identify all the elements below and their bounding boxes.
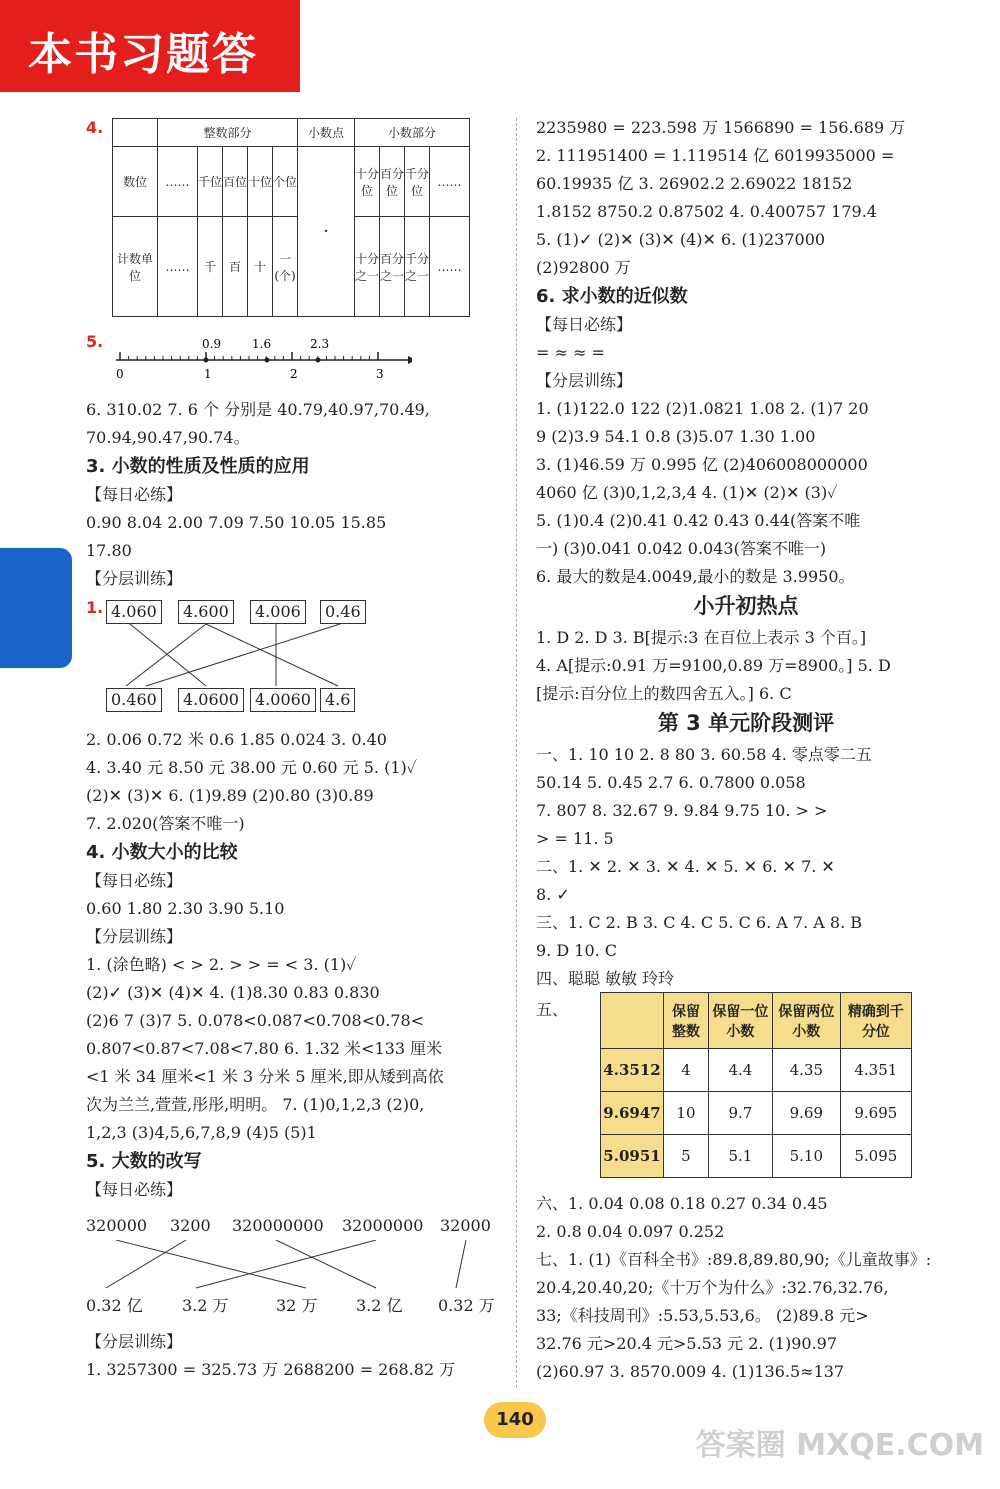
text-line: 20.4,20.40,20;《十万个为什么》:32.76,32.76, <box>536 1278 889 1297</box>
five-label: 五、 <box>536 1000 569 1019</box>
table-cell: 5.095 <box>840 1135 911 1178</box>
table-cell: 4.4 <box>708 1049 772 1092</box>
dots-cell: …… <box>158 147 198 217</box>
text-line: 8. ✓ <box>536 885 570 904</box>
text-line: 一、1. 10 10 2. 8 80 3. 60.58 4. 零点零二五 <box>536 745 872 764</box>
match2-word: 3.2 万 <box>182 1296 229 1315</box>
text-line: 四、聪聪 敏敏 玲玲 <box>536 969 675 988</box>
layer-label: 【分层训练】 <box>536 371 633 390</box>
match-box: 4.6 <box>320 688 355 712</box>
unit-cell: 百 <box>223 217 248 317</box>
text-line: > = 11. 5 <box>536 829 614 848</box>
match-box: 4.0060 <box>250 688 316 712</box>
match2-word: 32 万 <box>276 1296 318 1315</box>
table-cell: 5.1 <box>708 1135 772 1178</box>
table-header: 保留一位小数 <box>708 993 772 1049</box>
digit-cell: 百位 <box>223 147 248 217</box>
dots-cell: …… <box>430 147 470 217</box>
tick-label: 3 <box>376 367 384 381</box>
text-line: 六、1. 0.04 0.08 0.18 0.27 0.34 0.45 <box>536 1194 828 1213</box>
text-line: 0.60 1.80 2.30 3.90 5.10 <box>86 899 285 918</box>
table-cell: 5 <box>664 1135 709 1178</box>
text-line: 1. 3257300 = 325.73 万 2688200 = 268.82 万 <box>86 1360 456 1379</box>
q4-label: 4. <box>86 118 104 137</box>
text-line: 1,2,3 (3)4,5,6,7,8,9 (4)5 (5)1 <box>86 1123 317 1142</box>
match-box: 4.600 <box>178 600 234 624</box>
match1-number: 1. <box>86 598 104 617</box>
match2-word: 320000000 <box>232 1216 324 1235</box>
text-line: 4. A[提示:0.91 万=9100,0.89 万=8900。] 5. D <box>536 656 891 675</box>
match-box: 0.460 <box>106 688 162 712</box>
watermark: 答案圈 MXQE.COM <box>695 1428 984 1463</box>
text-line: 5. (1)0.4 (2)0.41 0.42 0.43 0.44(答案不唯 <box>536 511 861 530</box>
text-line: 60.19935 亿 3. 26902.2 2.69022 18152 <box>536 174 853 193</box>
text-line: 2. 111951400 = 1.119514 亿 6019935000 = <box>536 146 895 165</box>
text-line: 6. 最大的数是4.0049,最小的数是 3.9950。 <box>536 567 855 586</box>
side-tab <box>0 548 72 668</box>
text-line: (2)60.97 3. 8570.009 4. (1)136.5≈137 <box>536 1362 845 1381</box>
layer-label: 【分层训练】 <box>86 927 183 946</box>
text-line: (2)6 7 (3)7 5. 0.078<0.087<0.708<0.78< <box>86 1011 425 1030</box>
layer-label: 【分层训练】 <box>86 1332 183 1351</box>
text-line: 1. (涂色略) < > 2. > > = < 3. (1)✓ <box>86 955 357 974</box>
match2-word: 3.2 亿 <box>356 1296 403 1315</box>
text-line: 3. (1)46.59 万 0.995 亿 (2)406008000000 <box>536 455 868 474</box>
text-line: 6. 310.02 7. 6 个 分别是 40.79,40.97,70.49, <box>86 400 430 419</box>
text-line: 33;《科技周刊》:5.53,5.53,6。 (2)89.8 元> <box>536 1306 869 1325</box>
rounding-table <box>600 992 912 1178</box>
table-cell: 4.35 <box>772 1049 840 1092</box>
table-header: 保留整数 <box>664 993 709 1049</box>
match2-lines <box>86 1240 506 1292</box>
unit-cell: 一(个) <box>273 217 298 317</box>
text-line: (2)92800 万 <box>536 258 631 277</box>
dec-unit-cell: 千分之一 <box>405 217 430 317</box>
table-cell: 10 <box>664 1092 709 1135</box>
text-line: <1 米 34 厘米<1 米 3 分米 5 厘米,即从矮到高依 <box>86 1067 444 1086</box>
table-cell: 5.0951 <box>601 1135 664 1178</box>
hot-title: 小升初热点 <box>693 594 799 618</box>
dec-digit-cell: 十分位 <box>355 147 380 217</box>
row-digit-label: 数位 <box>113 147 158 217</box>
text-line: 0.90 8.04 2.00 7.09 7.50 10.05 15.85 <box>86 513 387 532</box>
point-header: 小数点 <box>298 119 355 147</box>
text-line: 次为兰兰,萱萱,彤彤,明明。 7. (1)0,1,2,3 (2)0, <box>86 1095 425 1114</box>
table-cell: 9.6947 <box>601 1092 664 1135</box>
section-title: 4. 小数大小的比较 <box>86 842 238 863</box>
place-value-table <box>112 118 470 317</box>
dec-part-header: 小数部分 <box>355 119 470 147</box>
match2-word: 0.32 亿 <box>86 1296 143 1315</box>
digit-cell: 千位 <box>198 147 223 217</box>
mark-label: 0.9 <box>202 337 222 351</box>
text-line: 50.14 5. 0.45 2.7 6. 0.7800 0.058 <box>536 773 806 792</box>
dots-cell: …… <box>158 217 198 317</box>
text-line: 32.76 元>20.4 元>5.53 元 2. (1)90.97 <box>536 1334 838 1353</box>
dec-digit-cell: 千分位 <box>405 147 430 217</box>
column-divider <box>516 118 517 1388</box>
text-line: 17.80 <box>86 541 132 560</box>
unit-title: 第 3 单元阶段测评 <box>657 711 835 735</box>
layer-label: 【分层训练】 <box>86 569 183 588</box>
tick-label: 0 <box>116 367 124 381</box>
match-box: 4.0600 <box>178 688 244 712</box>
section-title: 5. 大数的改写 <box>86 1151 202 1172</box>
section-title: 3. 小数的性质及性质的应用 <box>86 456 310 477</box>
text-line: 4. 3.40 元 8.50 元 38.00 元 0.60 元 5. (1)✓ <box>86 758 418 777</box>
unit-cell: 十 <box>248 217 273 317</box>
table-cell: 9.7 <box>708 1092 772 1135</box>
text-line: [提示:百分位上的数四舍五入。] 6. C <box>536 684 792 703</box>
table-header: 保留两位小数 <box>772 993 840 1049</box>
text-line: 5. (1)✓ (2)✕ (3)✕ (4)✕ 6. (1)237000 <box>536 230 826 249</box>
table-cell: 4.3512 <box>601 1049 664 1092</box>
text-line: 7. 807 8. 32.67 9. 9.84 9.75 10. > > <box>536 801 828 820</box>
row-unit-label: 计数单位 <box>113 217 158 317</box>
text-line: 一) (3)0.041 0.042 0.043(答案不唯一) <box>536 539 827 558</box>
digit-cell: 个位 <box>273 147 298 217</box>
number-line <box>112 336 412 382</box>
text-line: 9. D 10. C <box>536 941 618 960</box>
text-line: = ≈ ≈ = <box>536 343 605 362</box>
text-line: 4060 亿 (3)0,1,2,3,4 4. (1)✕ (2)✕ (3)✓ <box>536 483 838 502</box>
daily-label: 【每日必练】 <box>536 315 633 334</box>
unit-cell: 千 <box>198 217 223 317</box>
match2-word: 3200 <box>170 1216 211 1235</box>
banner-title: 本书习题答案 <box>28 29 258 144</box>
table-cell: 5.10 <box>772 1135 840 1178</box>
tick-label: 2 <box>290 367 298 381</box>
table-cell: 9.69 <box>772 1092 840 1135</box>
text-line: 1. D 2. D 3. B[提示:3 在百位上表示 3 个百。] <box>536 628 867 647</box>
match-box: 4.060 <box>106 600 162 624</box>
table-cell: 9.695 <box>840 1092 911 1135</box>
match-box: 4.006 <box>250 600 306 624</box>
section-title: 6. 求小数的近似数 <box>536 286 688 307</box>
q5-label: 5. <box>86 332 104 351</box>
table-header: 精确到千分位 <box>840 993 911 1049</box>
match2-word: 320000 <box>86 1216 148 1235</box>
tick-label: 1 <box>204 367 212 381</box>
text-line: 2. 0.06 0.72 米 0.6 1.85 0.024 3. 0.40 <box>86 730 387 749</box>
decimal-point: · <box>298 147 355 317</box>
dec-unit-cell: 十分之一 <box>355 217 380 317</box>
daily-label: 【每日必练】 <box>86 1180 183 1199</box>
text-line: 2. 0.8 0.04 0.097 0.252 <box>536 1222 725 1241</box>
dec-unit-cell: 百分之一 <box>380 217 405 317</box>
mark-label: 2.3 <box>310 337 330 351</box>
text-line: 70.94,90.47,90.74。 <box>86 428 250 447</box>
text-line: 1.8152 8750.2 0.87502 4. 0.400757 179.4 <box>536 202 877 221</box>
daily-label: 【每日必练】 <box>86 871 183 890</box>
match2-word: 0.32 万 <box>438 1296 495 1315</box>
match2-word: 32000 <box>440 1216 491 1235</box>
dec-digit-cell: 百分位 <box>380 147 405 217</box>
text-line: 三、1. C 2. B 3. C 4. C 5. C 6. A 7. A 8. B <box>536 913 863 932</box>
match2-word: 32000000 <box>342 1216 424 1235</box>
text-line: 1. (1)122.0 122 (2)1.0821 1.08 2. (1)7 20 <box>536 399 869 418</box>
text-line: 0.807<0.87<7.08<7.80 6. 1.32 米<133 厘米 <box>86 1039 443 1058</box>
table-cell: 4 <box>664 1049 709 1092</box>
table-cell: 4.351 <box>840 1049 911 1092</box>
text-line: (2)✕ (3)✕ 6. (1)9.89 (2)0.80 (3)0.89 <box>86 786 374 805</box>
text-line: 二、1. ✕ 2. ✕ 3. ✕ 4. ✕ 5. ✕ 6. ✕ 7. ✕ <box>536 857 835 876</box>
text-line: 七、1. (1)《百科全书》:89.8,89.80,90;《儿童故事》: <box>536 1250 932 1269</box>
match1-lines <box>86 624 506 688</box>
daily-label: 【每日必练】 <box>86 485 183 504</box>
text-line: 9 (2)3.9 54.1 0.8 (3)5.07 1.30 1.00 <box>536 427 816 446</box>
text-line: (2)✓ (3)✕ (4)✕ 4. (1)8.30 0.83 0.830 <box>86 983 380 1002</box>
page-number: 140 <box>484 1402 546 1438</box>
text-line: 7. 2.020(答案不唯一) <box>86 814 245 833</box>
int-part-header: 整数部分 <box>158 119 298 147</box>
match-box: 0.46 <box>320 600 366 624</box>
mark-label: 1.6 <box>252 337 272 351</box>
digit-cell: 十位 <box>248 147 273 217</box>
text-line: 2235980 = 223.598 万 1566890 = 156.689 万 <box>536 118 906 137</box>
dots-cell: …… <box>430 217 470 317</box>
